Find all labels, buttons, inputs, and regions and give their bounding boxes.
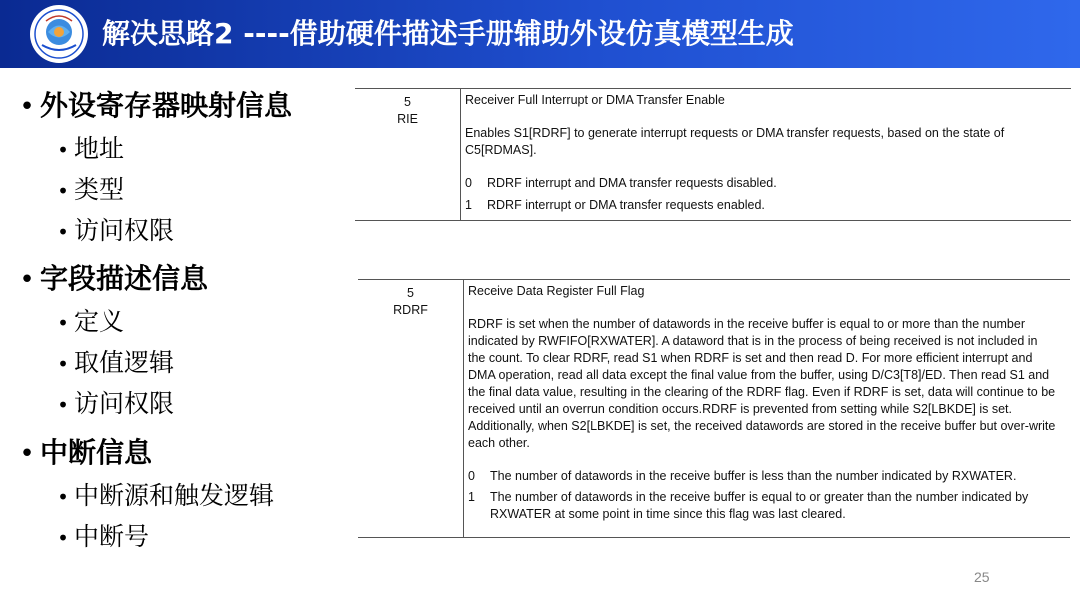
description-line: C5[RDMAS].	[465, 143, 537, 157]
page-number: 25	[974, 569, 990, 585]
field-heading: Receiver Full Interrupt or DMA Transfer Enable	[465, 93, 725, 107]
sub-bullet-interrupt-source: • 中断源和触发逻辑	[57, 481, 275, 510]
sub-bullet-address: • 地址	[57, 134, 125, 163]
field-name: RIE	[397, 112, 418, 126]
page-title: 解决思路2 ----借助硬件描述手册辅助外设仿真模型生成	[102, 17, 794, 50]
description-line: Enables S1[RDRF] to generate interrupt requests or DMA transfer requests, based on the state of	[465, 126, 1005, 140]
field-description	[468, 283, 1066, 523]
sub-bullet-definition: • 定义	[57, 307, 125, 336]
value-row: 1 The number of datawords in the receive buffer is equal to or greater than the number indicated by RXWATER at some point in time since this flag was last cleared.	[468, 490, 1029, 521]
description-line: the final data value, resulting in the clearing of the RDRF flag. Even if RDRF is set, data will continue to be	[468, 385, 1056, 399]
sub-bullet-value-logic: • 取值逻辑	[57, 348, 175, 377]
register-field-rie	[355, 88, 1071, 221]
bit-cell	[358, 280, 464, 537]
field-description	[465, 92, 1067, 214]
bit-number: 5	[407, 286, 414, 300]
bit-cell	[355, 89, 461, 220]
description-line: RDRF is set when the number of datawords in the receive buffer is equal to or more than the number	[468, 317, 1026, 331]
field-name: RDRF	[393, 303, 428, 317]
description-line: the count. To clear RDRF, read S1 when RDRF is set and then read D. For more efficient interrupt and	[468, 351, 1033, 365]
value-row: 1 RDRF interrupt or DMA transfer requests enabled.	[465, 198, 765, 212]
description-line: indicated by RWFIFO[RXWATER]. A dataword that is in the process of being received is not included in	[468, 334, 1038, 348]
sub-bullet-access: • 访问权限	[57, 216, 175, 245]
sub-bullet-interrupt-number: • 中断号	[57, 522, 150, 551]
value-row: 0 RDRF interrupt and DMA transfer requests disabled.	[465, 176, 777, 190]
bullet-list	[0, 0, 350, 607]
sub-bullet-type: • 类型	[57, 175, 125, 204]
sub-bullet-access-2: • 访问权限	[57, 389, 175, 418]
description-line: DMA operation, read all data except the final value from the buffer, using D/C3[T8]/ED. Then read S1 and	[468, 368, 1050, 382]
bit-number: 5	[404, 95, 411, 109]
description-line: Additionally, when S2[LBKDE] is set, the received datawords are stored in the receive buffer but over-write	[468, 419, 1056, 433]
bullet-register-mapping: • 外设寄存器映射信息	[19, 89, 293, 122]
register-field-rdrf	[358, 279, 1070, 538]
value-row: 0 The number of datawords in the receive buffer is less than the number indicated by RXWATER.	[468, 469, 1017, 483]
description-line: received until an overrun condition occurs.RDRF is prevented from setting while S2[LBKDE] is set.	[468, 402, 1012, 416]
bullet-interrupt-info: • 中断信息	[19, 436, 153, 469]
description-line: each other.	[468, 436, 530, 450]
bullet-field-description: • 字段描述信息	[19, 262, 209, 295]
field-heading: Receive Data Register Full Flag	[468, 284, 645, 298]
